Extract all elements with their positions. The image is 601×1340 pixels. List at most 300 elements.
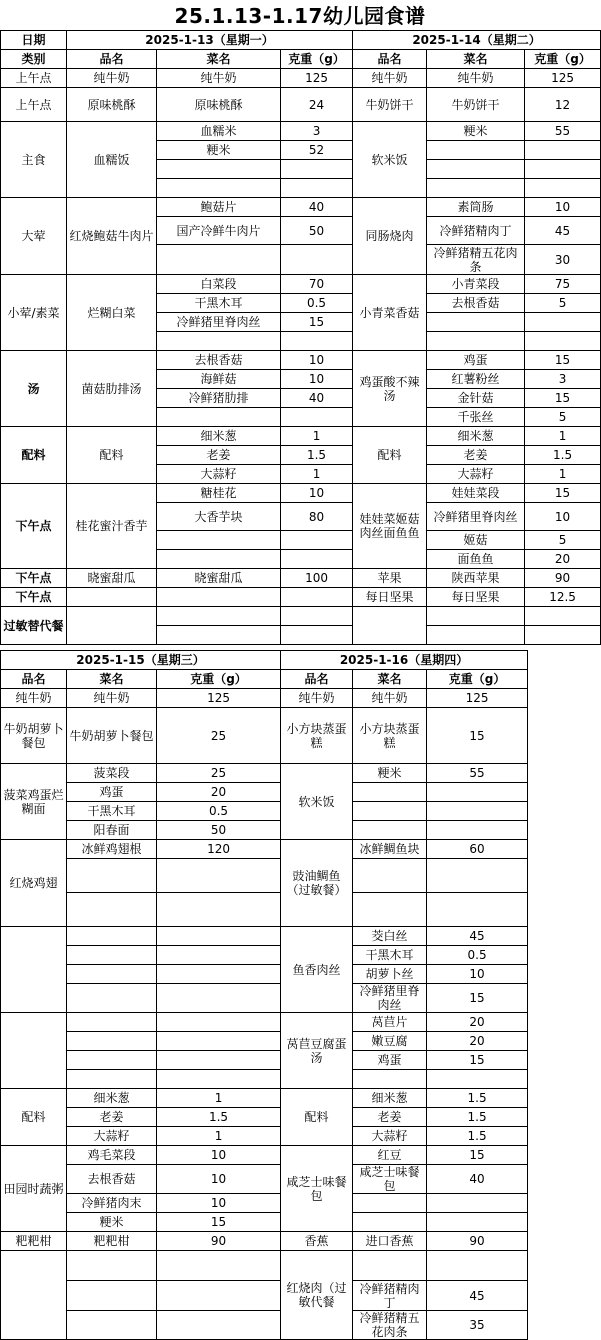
ingredient-cell: 海鲜菇 [157,370,281,389]
table-row [1,198,601,217]
ingredient-cell [353,783,427,802]
weight-cell: 15 [281,313,353,332]
ingredient-cell [67,1281,157,1311]
dish-cell: 小方块蒸蛋糕 [281,708,353,764]
weight-cell [525,626,601,645]
weight-cell: 40 [281,198,353,217]
weight-cell: 45 [525,217,601,245]
ingredient-cell [157,550,281,569]
weight-cell [427,1194,528,1213]
ingredient-cell: 血糯米 [157,122,281,141]
table-row [1,484,601,503]
ingredient-cell: 冷鲜猪肉末 [67,1194,157,1213]
ingredient-cell: 大蒜籽 [353,1127,427,1146]
weight-cell [281,588,353,607]
weight-cell [157,1013,281,1032]
dish-cell [67,588,157,607]
weight-cell [525,179,601,198]
ingredient-cell: 晓蜜甜瓜 [157,569,281,588]
ingredient-cell: 细米葱 [67,1089,157,1108]
weight-cell: 125 [427,689,528,708]
ingredient-cell [157,607,281,626]
ingredient-cell [157,626,281,645]
ingredient-cell [67,1051,157,1070]
ingredient-header: 菜名 [157,50,281,69]
weight-cell: 52 [281,141,353,160]
dish-header: 品名 [67,50,157,69]
table-row [1,1165,528,1194]
weight-cell: 75 [525,275,601,294]
ingredient-cell [67,946,157,965]
weight-cell: 0.5 [157,802,281,821]
ingredient-cell: 鸡蛋 [427,351,525,370]
weight-cell [427,1251,528,1281]
column-header-row [1,670,528,689]
ingredient-cell: 纯牛奶 [427,69,525,88]
ingredient-cell: 咸芝士味餐包 [353,1165,427,1194]
weight-cell [427,859,528,893]
table-row [1,1311,528,1340]
category-cell: 汤 [1,351,67,427]
day-header-thu: 2025-1-16（星期四） [281,651,528,670]
ingredient-cell: 冷鲜猪精肉丁 [353,1281,427,1311]
weight-cell [157,1281,281,1311]
dish-cell: 烂糊白菜 [67,275,157,351]
ingredient-cell: 冷鲜猪里脊肉丝 [157,313,281,332]
ingredient-cell: 冷鲜猪里脊肉丝 [427,503,525,531]
day-header-wed: 2025-1-15（星期三） [1,651,281,670]
dish-cell: 小青菜香菇 [353,275,427,351]
weight-cell: 25 [157,708,281,764]
dish-header: 品名 [1,670,67,689]
dish-cell: 牛奶饼干 [353,88,427,122]
table-row [1,1146,528,1165]
dish-cell: 软米饭 [281,764,353,840]
weight-cell [281,550,353,569]
weight-cell [427,821,528,840]
weight-cell: 10 [281,351,353,370]
weight-cell: 1.5 [157,1108,281,1127]
table-row [1,802,528,821]
ingredient-cell [67,1251,157,1281]
table-row [1,1013,528,1032]
weight-cell [157,1311,281,1340]
ingredient-cell: 红豆 [353,1146,427,1165]
dish-cell: 娃娃菜姬菇肉丝面鱼鱼 [353,484,427,569]
ingredient-cell: 冷鲜猪里脊肉丝 [353,984,427,1013]
ingredient-cell: 去根香菇 [67,1165,157,1194]
dish-cell: 菠菜鸡蛋烂糊面 [1,764,67,840]
weight-cell: 0.5 [427,946,528,965]
category-cell: 下午点 [1,484,67,569]
weight-cell: 20 [427,1013,528,1032]
table-row [1,351,601,370]
ingredient-cell: 粳米 [157,141,281,160]
ingredient-cell: 鲍菇片 [157,198,281,217]
ingredient-cell: 原味桃酥 [157,88,281,122]
table-row [1,1127,528,1146]
category-cell: 小荤/素菜 [1,275,67,351]
weight-cell [157,1051,281,1070]
weight-cell: 1 [525,427,601,446]
table-row [1,965,528,984]
ingredient-cell: 胡萝卜丝 [353,965,427,984]
dish-cell: 原味桃酥 [67,88,157,122]
weight-cell: 1.5 [525,446,601,465]
weight-cell: 55 [525,122,601,141]
dish-cell: 鸡蛋酸不辣汤 [353,351,427,427]
table-row [1,708,528,764]
weight-cell: 3 [281,122,353,141]
weight-cell [525,607,601,626]
weight-cell [525,141,601,160]
weight-cell: 40 [281,389,353,408]
ingredient-cell: 粑粑柑 [67,1232,157,1251]
ingredient-cell [67,859,157,893]
column-header-row [1,50,601,69]
weight-header: 克重（g） [427,670,528,689]
dish-cell: 纯牛奶 [67,69,157,88]
ingredient-cell: 鸡毛菜段 [67,1146,157,1165]
weight-cell: 25 [157,764,281,783]
dish-cell: 菌菇肋排汤 [67,351,157,427]
date-label: 日期 [1,31,67,50]
ingredient-cell: 红薯粉丝 [427,370,525,389]
table-row [1,588,601,607]
table-row [1,275,601,294]
ingredient-cell: 姬菇 [427,531,525,550]
weight-cell [525,313,601,332]
dish-cell: 咸芝士味餐包 [281,1146,353,1232]
dish-cell: 晓蜜甜瓜 [67,569,157,588]
dish-cell: 桂花蜜汁香芋 [67,484,157,569]
weight-cell: 10 [525,503,601,531]
table-row [1,69,601,88]
ingredient-cell: 千张丝 [427,408,525,427]
dish-cell: 豉油鲷鱼（过敏餐） [281,840,353,927]
ingredient-cell: 大香芋块 [157,503,281,531]
ingredient-cell: 陕西苹果 [427,569,525,588]
weight-cell [281,531,353,550]
weight-cell: 1 [281,427,353,446]
ingredient-cell [427,179,525,198]
weight-cell: 40 [427,1165,528,1194]
ingredient-cell [353,893,427,927]
ingredient-cell [67,893,157,927]
ingredient-cell [67,1032,157,1051]
ingredient-cell: 粳米 [67,1213,157,1232]
category-cell: 下午点 [1,569,67,588]
table-row [1,821,528,840]
table-row [1,840,528,859]
weight-cell: 15 [525,484,601,503]
dish-cell: 纯牛奶 [281,689,353,708]
weight-cell [281,332,353,351]
ingredient-cell: 小方块蒸蛋糕 [353,708,427,764]
ingredient-cell: 糖桂花 [157,484,281,503]
ingredient-cell: 菠菜段 [67,764,157,783]
weight-cell: 70 [281,275,353,294]
ingredient-cell: 牛奶胡萝卜餐包 [67,708,157,764]
dish-cell [1,1251,67,1340]
ingredient-cell [353,821,427,840]
weight-cell: 80 [281,503,353,531]
dish-cell: 苹果 [353,569,427,588]
dish-cell: 配料 [281,1089,353,1146]
table-row [1,1213,528,1232]
table-row [1,1281,528,1311]
ingredient-cell [427,313,525,332]
ingredient-cell [353,1251,427,1281]
dish-cell [353,607,427,645]
weight-cell [157,1251,281,1281]
dish-cell: 红烧鸡翅 [1,840,67,927]
ingredient-cell: 莴苣片 [353,1013,427,1032]
weight-cell: 15 [525,351,601,370]
weight-cell: 5 [525,408,601,427]
weight-cell: 100 [281,569,353,588]
dish-cell: 红烧鲍菇牛肉片 [67,198,157,275]
ingredient-cell [157,531,281,550]
table-row [1,984,528,1013]
ingredient-cell [353,1194,427,1213]
weight-cell [157,927,281,946]
ingredient-cell [157,408,281,427]
weight-cell: 50 [281,217,353,245]
weight-cell: 15 [525,389,601,408]
table-row [1,569,601,588]
ingredient-cell: 干黑木耳 [157,294,281,313]
weight-cell [157,1032,281,1051]
table-row [1,764,528,783]
dish-cell [1,927,67,1013]
table-row [1,927,528,946]
ingredient-header: 菜名 [427,50,525,69]
category-cell: 下午点 [1,588,67,607]
ingredient-cell: 嫩豆腐 [353,1032,427,1051]
ingredient-cell: 茭白丝 [353,927,427,946]
ingredient-cell: 面鱼鱼 [427,550,525,569]
ingredient-cell: 素筒肠 [427,198,525,217]
weight-cell: 60 [427,840,528,859]
dish-cell: 粑粑柑 [1,1232,67,1251]
weight-header: 克重（g） [157,670,281,689]
table-row [1,1089,528,1108]
ingredient-cell: 冷鲜猪肋排 [157,389,281,408]
dish-cell: 牛奶胡萝卜餐包 [1,708,67,764]
ingredient-cell: 小青菜段 [427,275,525,294]
ingredient-cell [157,245,281,275]
weight-cell: 10 [427,965,528,984]
table-row [1,122,601,141]
weight-cell: 55 [427,764,528,783]
weight-cell [281,626,353,645]
dish-cell: 田园时蔬粥 [1,1146,67,1232]
weight-cell: 3 [525,370,601,389]
category-cell: 大荤 [1,198,67,275]
weight-cell [427,783,528,802]
weight-cell: 1 [157,1127,281,1146]
weight-cell: 125 [281,69,353,88]
weight-cell [157,859,281,893]
weight-cell: 1.5 [427,1108,528,1127]
weight-cell: 10 [525,198,601,217]
weight-cell: 90 [427,1232,528,1251]
weight-cell: 1 [281,465,353,484]
ingredient-cell: 冰鲜鸡翅根 [67,840,157,859]
ingredient-cell: 纯牛奶 [353,689,427,708]
week-menu-table-mon-tue [0,30,601,645]
table-row [1,88,601,122]
ingredient-cell: 细米葱 [427,427,525,446]
ingredient-cell [427,626,525,645]
ingredient-cell [67,927,157,946]
ingredient-cell: 进口香蕉 [353,1232,427,1251]
menu-title: 25.1.13-1.17幼儿园食谱 [174,4,426,28]
ingredient-cell: 老姜 [157,446,281,465]
ingredient-cell [157,179,281,198]
weight-cell [157,946,281,965]
weight-cell: 20 [157,783,281,802]
weight-cell: 15 [157,1213,281,1232]
weight-cell [281,179,353,198]
weight-header: 克重（g） [281,50,353,69]
weight-cell: 10 [157,1194,281,1213]
weight-cell: 120 [157,840,281,859]
ingredient-cell: 老姜 [427,446,525,465]
dish-cell [67,607,157,645]
weight-cell: 90 [525,569,601,588]
ingredient-cell [427,607,525,626]
table-row [1,1051,528,1070]
weight-cell [281,245,353,275]
table-row [1,1070,528,1089]
weight-cell: 10 [157,1146,281,1165]
weight-cell: 30 [525,245,601,275]
week-menu-table-wed-thu [0,650,528,1340]
dish-cell: 莴苣豆腐蛋汤 [281,1013,353,1089]
dish-cell: 血糯饭 [67,122,157,198]
date-row [1,31,601,50]
ingredient-cell [157,588,281,607]
ingredient-cell: 细米葱 [157,427,281,446]
weight-cell: 10 [157,1165,281,1194]
ingredient-header: 菜名 [353,670,427,689]
ingredient-cell: 去根香菇 [427,294,525,313]
day-header-tue: 2025-1-14（星期二） [353,31,601,50]
weight-cell [525,332,601,351]
dish-cell: 配料 [353,427,427,484]
dish-cell [1,1013,67,1089]
weight-cell: 12.5 [525,588,601,607]
dish-cell: 同肠烧肉 [353,198,427,275]
weight-cell [427,802,528,821]
ingredient-cell [67,1311,157,1340]
ingredient-cell [67,984,157,1013]
ingredient-cell: 冷鲜猪精五花肉条 [427,245,525,275]
ingredient-cell: 金针菇 [427,389,525,408]
ingredient-header: 菜名 [67,670,157,689]
category-cell: 上午点 [1,88,67,122]
ingredient-cell [157,332,281,351]
table-row [1,1194,528,1213]
ingredient-cell: 粳米 [427,122,525,141]
category-cell: 过敏替代餐 [1,607,67,645]
weight-cell [525,160,601,179]
ingredient-cell: 纯牛奶 [157,69,281,88]
weight-cell: 50 [157,821,281,840]
weight-cell [427,1070,528,1089]
ingredient-cell: 大蒜籽 [67,1127,157,1146]
weight-cell [281,607,353,626]
category-header: 类别 [1,50,67,69]
table-row [1,1108,528,1127]
ingredient-cell [157,160,281,179]
weight-cell: 0.5 [281,294,353,313]
ingredient-cell: 细米葱 [353,1089,427,1108]
weight-cell [157,1070,281,1089]
weight-cell: 35 [427,1311,528,1340]
weight-cell: 10 [281,370,353,389]
category-cell: 配料 [1,427,67,484]
weight-cell: 15 [427,708,528,764]
dish-cell: 每日坚果 [353,588,427,607]
weight-cell: 20 [525,550,601,569]
weight-cell [427,893,528,927]
dish-cell: 配料 [67,427,157,484]
weight-cell: 15 [427,1146,528,1165]
table-row [1,1232,528,1251]
table-row [1,1032,528,1051]
ingredient-cell [427,332,525,351]
ingredient-cell: 老姜 [353,1108,427,1127]
weight-cell [157,893,281,927]
weight-cell: 125 [157,689,281,708]
table-row [1,607,601,626]
weight-cell: 24 [281,88,353,122]
dish-cell: 红烧肉（过敏代餐 [281,1251,353,1340]
ingredient-cell: 白菜段 [157,275,281,294]
weight-cell [157,984,281,1013]
table-row [1,946,528,965]
ingredient-cell: 大蒜籽 [157,465,281,484]
table-row [1,427,601,446]
weight-cell: 1 [525,465,601,484]
category-cell: 上午点 [1,69,67,88]
ingredient-cell [427,160,525,179]
ingredient-cell: 鸡蛋 [67,783,157,802]
ingredient-cell: 冰鲜鲷鱼块 [353,840,427,859]
weight-header: 克重（g） [525,50,601,69]
dish-cell: 软米饭 [353,122,427,198]
ingredient-cell [353,859,427,893]
table-row [1,859,528,893]
date-row [1,651,528,670]
weight-cell: 15 [427,984,528,1013]
ingredient-cell: 娃娃菜段 [427,484,525,503]
weight-cell [281,408,353,427]
ingredient-cell: 大蒜籽 [427,465,525,484]
dish-cell: 配料 [1,1089,67,1146]
weight-cell [281,160,353,179]
dish-cell: 纯牛奶 [1,689,67,708]
ingredient-cell: 冷鲜猪精肉丁 [427,217,525,245]
weight-cell: 1.5 [281,446,353,465]
weight-cell: 20 [427,1032,528,1051]
weight-cell: 1.5 [427,1127,528,1146]
ingredient-cell [67,1013,157,1032]
ingredient-cell [353,1070,427,1089]
